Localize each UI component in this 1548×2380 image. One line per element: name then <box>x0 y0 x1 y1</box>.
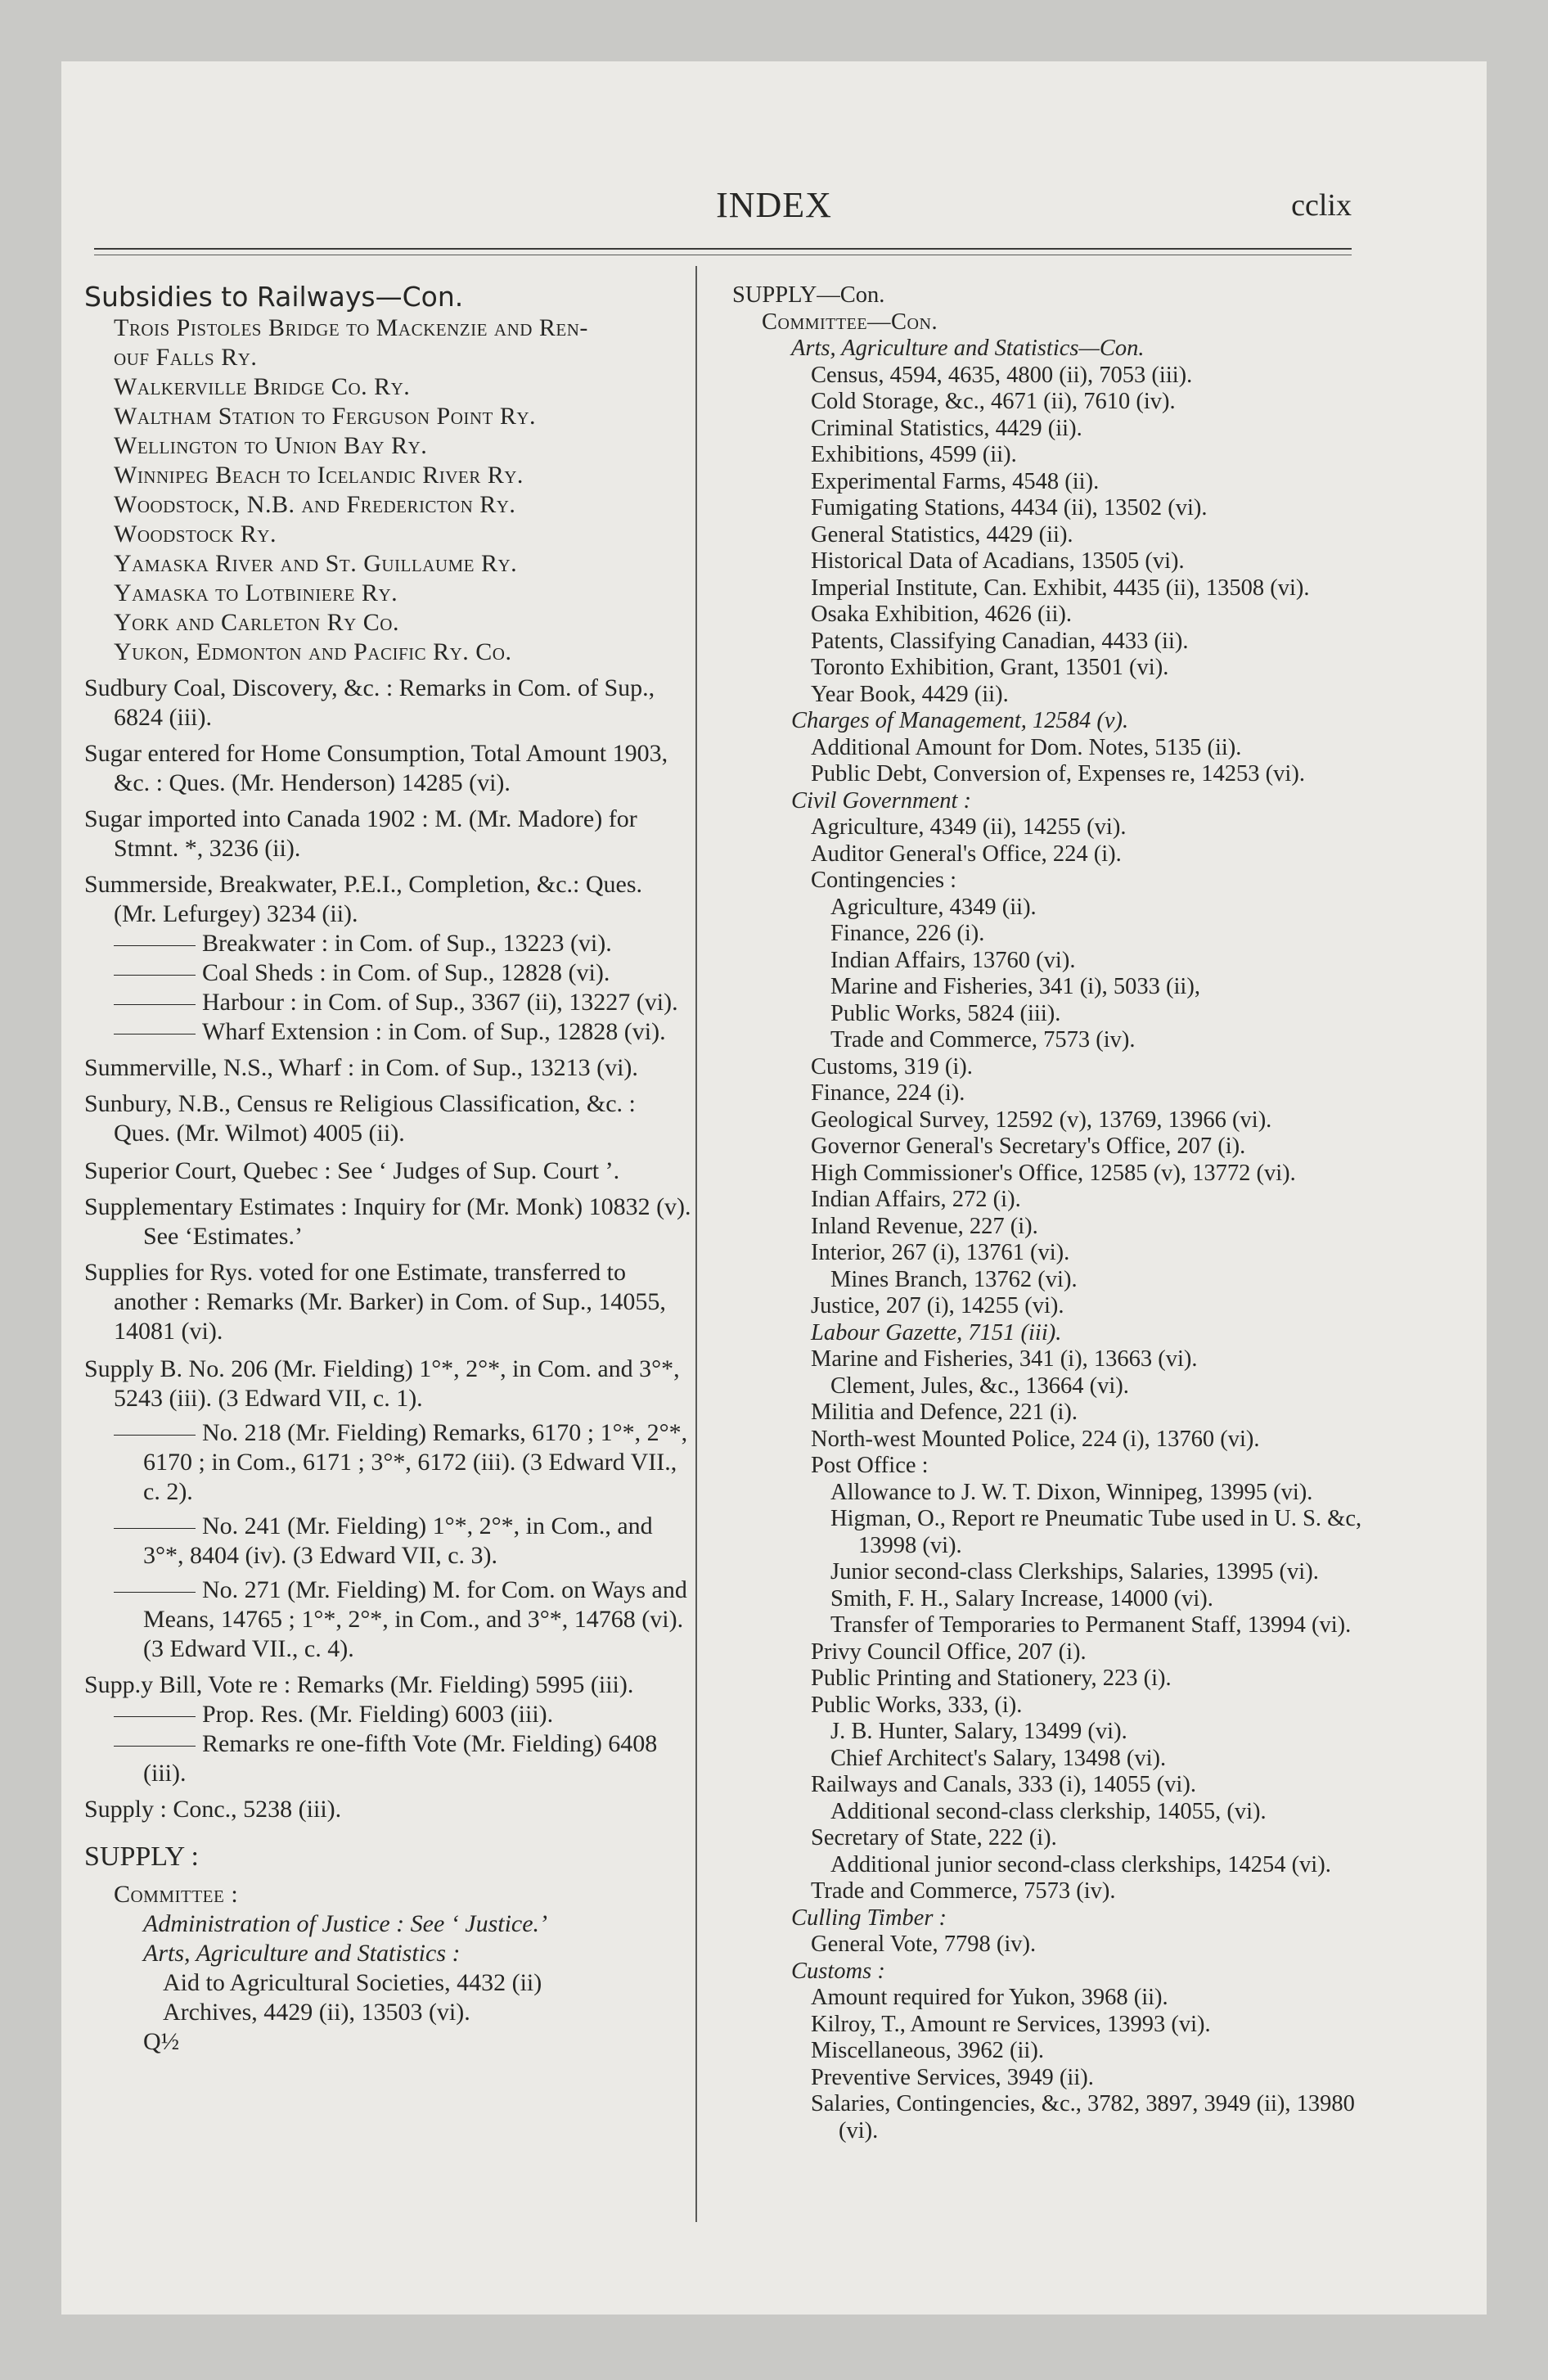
entry-text: Coal Sheds : in Com. of Sup., 12828 (vi). <box>202 959 610 986</box>
entry-text: Sugar entered for Home Consumption, Total Amount 1903, &c. : Ques. (Mr. Henderson) 14285 (vi). <box>84 740 668 796</box>
entry-text: Summerside, Breakwater, P.E.I., Completion, &c.: Ques. (Mr. Lefurgey) 3234 (ii). <box>84 871 643 927</box>
index-entry <box>732 629 1379 656</box>
entry-text: Committee : <box>114 1881 239 1908</box>
index-entry <box>732 895 1379 922</box>
index-entry <box>732 1161 1379 1188</box>
index-entry <box>84 579 691 608</box>
index-entry <box>732 363 1379 390</box>
index-entry <box>732 1480 1379 1507</box>
entry-text: Additional Amount for Dom. Notes, 5135 (ii). <box>811 734 1242 760</box>
index-entry <box>732 1240 1379 1267</box>
entry-text: Junior second-class Clerkships, Salaries, 13995 (vi). <box>830 1559 1319 1584</box>
index-entry <box>84 520 691 549</box>
entry-text: Allowance to J. W. T. Dixon, Winnipeg, 13995 (vi). <box>830 1479 1313 1505</box>
index-entry <box>732 1373 1379 1400</box>
entry-text: Census, 4594, 4635, 4800 (ii), 7053 (iii). <box>811 362 1193 388</box>
index-entry <box>732 1027 1379 1054</box>
index-entry <box>732 1905 1379 1932</box>
index-entry <box>732 1400 1379 1427</box>
entry-text: Civil Government : <box>791 787 972 814</box>
entry-text: Wharf Extension : in Com. of Sup., 12828 (vi). <box>202 1018 666 1045</box>
entry-text: North-west Mounted Police, 224 (i), 13760 (vi). <box>811 1426 1260 1452</box>
index-entry <box>84 1998 691 2027</box>
entry-text: Post Office : <box>811 1453 929 1478</box>
ditto-dash <box>114 1746 196 1747</box>
index-entry <box>732 602 1379 629</box>
entry-text: Breakwater : in Com. of Sup., 13223 (vi). <box>202 930 612 957</box>
index-entry <box>84 608 691 638</box>
index-entry <box>732 1612 1379 1639</box>
entry-text: See ‘Estimates.’ <box>143 1223 303 1250</box>
ditto-dash <box>114 1004 196 1005</box>
entry-text: Arts, Agriculture and Statistics—Con. <box>791 336 1145 361</box>
ditto-dash <box>114 1716 196 1717</box>
header-rule <box>94 248 1352 250</box>
index-entry <box>732 1666 1379 1693</box>
entry-text: Culling Timber : <box>791 1904 947 1931</box>
entry-text: Patents, Classifying Canadian, 4433 (ii). <box>811 628 1189 654</box>
index-entry <box>84 1968 691 1998</box>
index-entry <box>84 313 691 343</box>
index-entry <box>732 2038 1379 2065</box>
entry-text: Supply : Conc., 5238 (iii). <box>84 1796 342 1823</box>
index-entry <box>732 469 1379 496</box>
index-entry <box>84 372 691 402</box>
entry-text: Yamaska River and St. Guillaume Ry. <box>114 550 518 577</box>
index-entry <box>732 1985 1379 2012</box>
entry-text: Chief Architect's Salary, 13498 (vi). <box>830 1745 1167 1771</box>
entry-text: Superior Court, Quebec : See ‘ Judges of Sup. Court ’. <box>84 1157 620 1184</box>
index-entry <box>84 1258 691 1346</box>
entry-text: Walkerville Bridge Co. Ry. <box>114 373 411 400</box>
entry-text: Toronto Exhibition, Grant, 13501 (vi). <box>811 655 1169 680</box>
index-entry <box>84 988 691 1017</box>
index-entry <box>84 343 691 372</box>
entry-text: Salaries, Contingencies, &c., 3782, 3897, 3949 (ii), 13980 (vi). <box>811 2091 1355 2143</box>
entry-text: Supplies for Rys. voted for one Estimate, transferred to another : Remarks (Mr. Barker) in Com. of Sup., 14055, 14081 (vi). <box>84 1259 666 1345</box>
index-entry <box>732 1214 1379 1241</box>
index-entry <box>732 814 1379 841</box>
entry-text: Archives, 4429 (ii), 13503 (vi). <box>163 1999 470 2026</box>
entry-text: Summerville, N.S., Wharf : in Com. of Sup., 13213 (vi). <box>84 1054 638 1081</box>
entry-text: Amount required for Yukon, 3968 (ii). <box>811 1985 1168 2010</box>
index-entry <box>84 958 691 988</box>
index-entry <box>84 1017 691 1047</box>
entry-text: Remarks re one-fifth Vote (Mr. Fielding) 6408 (iii). <box>143 1730 658 1787</box>
entry-text: Woodstock, N.B. and Fredericton Ry. <box>114 491 516 518</box>
index-entry <box>84 1053 691 1083</box>
entry-text: J. B. Hunter, Salary, 13499 (vi). <box>830 1719 1127 1744</box>
index-entry <box>732 1320 1379 1347</box>
index-entry <box>732 948 1379 975</box>
index-entry <box>84 805 691 863</box>
ditto-dash <box>114 1435 196 1436</box>
entry-text: Administration of Justice : See ‘ Justice.’ <box>143 1910 548 1937</box>
entry-text: Kilroy, T., Amount re Services, 13993 (vi). <box>811 2011 1211 2037</box>
index-entry <box>732 1506 1379 1559</box>
ditto-dash <box>114 945 196 946</box>
index-entry <box>84 1355 691 1413</box>
index-entry <box>732 548 1379 575</box>
index-entry <box>84 1089 691 1148</box>
index-entry <box>84 1700 691 1729</box>
index-entry <box>84 1670 691 1700</box>
index-entry <box>732 575 1379 602</box>
index-entry <box>84 461 691 490</box>
index-entry <box>84 1222 691 1251</box>
entry-text: Arts, Agriculture and Statistics : <box>143 1940 461 1967</box>
index-entry <box>732 1001 1379 1028</box>
index-entry <box>732 1080 1379 1107</box>
entry-text: Aid to Agricultural Societies, 4432 (ii) <box>163 1969 542 1996</box>
index-entry <box>732 761 1379 788</box>
entry-text: Militia and Defence, 221 (i). <box>811 1400 1078 1425</box>
entry-text: Agriculture, 4349 (ii), 14255 (vi). <box>811 814 1127 840</box>
entry-text: Woodstock Ry. <box>114 521 277 548</box>
entry-text: Public Printing and Stationery, 223 (i). <box>811 1666 1172 1691</box>
entry-text: Year Book, 4429 (ii). <box>811 681 1009 707</box>
left-column <box>84 282 691 2057</box>
entry-text: Winnipeg Beach to Icelandic River Ry. <box>114 462 524 489</box>
index-entry <box>84 431 691 461</box>
index-entry <box>732 1852 1379 1879</box>
entry-text: Imperial Institute, Can. Exhibit, 4435 (ii), 13508 (vi). <box>811 575 1310 601</box>
entry-text: SUPPLY—Con. <box>732 282 885 308</box>
index-entry <box>732 1134 1379 1161</box>
index-entry <box>84 549 691 579</box>
entry-text: Osaka Exhibition, 4626 (ii). <box>811 602 1072 627</box>
column-divider <box>695 266 697 2222</box>
entry-text: Secretary of State, 222 (i). <box>811 1825 1057 1850</box>
index-page <box>61 61 1487 2315</box>
index-entry <box>732 2065 1379 2092</box>
entry-text: Customs, 319 (i). <box>811 1053 973 1080</box>
index-entry <box>732 1746 1379 1773</box>
index-entry <box>732 1586 1379 1613</box>
index-entry <box>732 336 1379 363</box>
right-column <box>732 282 1379 2144</box>
index-entry <box>732 495 1379 522</box>
entry-text: ouf Falls Ry. <box>114 344 258 371</box>
index-entry <box>84 1729 691 1788</box>
entry-text: Marine and Fisheries, 341 (i), 5033 (ii), <box>830 974 1200 999</box>
entry-text: Fumigating Stations, 4434 (ii), 13502 (vi). <box>811 495 1208 521</box>
index-entry <box>84 1575 691 1664</box>
entry-text: Justice, 207 (i), 14255 (vi). <box>811 1293 1064 1318</box>
index-entry <box>732 389 1379 416</box>
ditto-dash <box>114 1592 196 1593</box>
index-entry <box>732 416 1379 443</box>
ditto-dash <box>114 1528 196 1529</box>
entry-text: Public Debt, Conversion of, Expenses re, 14253 (vi). <box>811 761 1305 787</box>
index-entry <box>732 1453 1379 1480</box>
entry-text: No. 241 (Mr. Fielding) 1°*, 2°*, in Com., and 3°*, 8404 (iv). (3 Edward VII, c. 3). <box>143 1512 653 1569</box>
index-entry <box>732 1267 1379 1294</box>
entry-text: Harbour : in Com. of Sup., 3367 (ii), 13227 (vi). <box>202 989 678 1016</box>
index-entry <box>732 1719 1379 1746</box>
entry-text: Trade and Commerce, 7573 (iv). <box>811 1878 1116 1904</box>
index-entry <box>732 974 1379 1001</box>
index-entry <box>732 1825 1379 1852</box>
index-entry <box>732 1346 1379 1373</box>
index-entry <box>84 739 691 798</box>
entry-text: Auditor General's Office, 224 (i). <box>811 841 1122 867</box>
index-entry <box>84 490 691 520</box>
entry-text: Public Works, 5824 (iii). <box>830 1000 1061 1026</box>
entry-text: Smith, F. H., Salary Increase, 14000 (vi). <box>830 1585 1213 1611</box>
index-entry <box>732 682 1379 709</box>
page-title: INDEX <box>716 185 832 225</box>
index-entry <box>84 638 691 667</box>
index-entry <box>732 282 1379 309</box>
index-entry <box>732 841 1379 868</box>
index-entry <box>732 921 1379 948</box>
entry-text: Finance, 224 (i). <box>811 1080 965 1106</box>
index-entry <box>732 788 1379 815</box>
entry-text: Miscellaneous, 3962 (ii). <box>811 2038 1044 2063</box>
index-entry <box>84 1512 691 1571</box>
index-entry <box>84 674 691 732</box>
index-entry <box>732 1187 1379 1214</box>
index-entry <box>84 282 691 313</box>
entry-text: York and Carleton Ry Co. <box>114 609 399 636</box>
entry-text: Interior, 267 (i), 13761 (vi). <box>811 1240 1070 1265</box>
index-entry <box>84 1842 691 1872</box>
index-entry <box>732 1107 1379 1134</box>
entry-text: Finance, 226 (i). <box>830 921 985 946</box>
entry-text: Yukon, Edmonton and Pacific Ry. Co. <box>114 638 512 665</box>
index-entry <box>732 1293 1379 1320</box>
entry-text: Exhibitions, 4599 (ii). <box>811 442 1017 467</box>
entry-text: Prop. Res. (Mr. Fielding) 6003 (iii). <box>202 1701 554 1728</box>
entry-text: Sugar imported into Canada 1902 : M. (Mr. Madore) for Stmnt. *, 3236 (ii). <box>84 805 637 862</box>
entry-text: Railways and Canals, 333 (i), 14055 (vi). <box>811 1772 1196 1797</box>
index-entry <box>84 929 691 958</box>
entry-text: Subsidies to Railways—Con. <box>84 281 464 313</box>
index-entry <box>732 735 1379 762</box>
index-entry <box>732 1639 1379 1666</box>
page-number: cclix <box>1291 188 1352 223</box>
entry-text: Privy Council Office, 207 (i). <box>811 1639 1087 1665</box>
entry-text: Customs : <box>791 1958 885 1984</box>
entry-text: No. 271 (Mr. Fielding) M. for Com. on Ways and Means, 14765 ; 1°*, 2°*, in Com., and 3°*, 14768 (vi). (3 Edward VII., c. 4). <box>143 1576 687 1662</box>
entry-text: Supplementary Estimates : Inquiry for (Mr. Monk) 10832 (v). <box>84 1193 691 1220</box>
entry-text: Sudbury Coal, Discovery, &c. : Remarks in Com. of Sup., 6824 (iii). <box>84 674 655 731</box>
index-entry <box>84 1418 691 1507</box>
entry-text: Q½ <box>143 2028 180 2055</box>
index-entry <box>84 2027 691 2057</box>
entry-text: Transfer of Temporaries to Permanent Staff, 13994 (vi). <box>830 1612 1352 1638</box>
entry-text: Sunbury, N.B., Census re Religious Classification, &c. : Ques. (Mr. Wilmot) 4005 (ii). <box>84 1090 636 1147</box>
index-entry <box>732 1772 1379 1799</box>
index-entry <box>732 868 1379 895</box>
entry-text: General Vote, 7798 (iv). <box>811 1931 1037 1957</box>
entry-text: Geological Survey, 12592 (v), 13769, 13966 (vi). <box>811 1107 1272 1133</box>
index-entry <box>732 708 1379 735</box>
entry-text: Supply B. No. 206 (Mr. Fielding) 1°*, 2°*, in Com. and 3°*, 5243 (iii). (3 Edward VII, c. 1). <box>84 1355 680 1412</box>
entry-text: Clement, Jules, &c., 13664 (vi). <box>830 1373 1129 1399</box>
entry-text: Supp.y Bill, Vote re : Remarks (Mr. Fielding) 5995 (iii). <box>84 1671 634 1698</box>
entry-text: Mines Branch, 13762 (vi). <box>830 1266 1078 1292</box>
index-entry <box>732 1559 1379 1586</box>
entry-text: Inland Revenue, 227 (i). <box>811 1213 1038 1239</box>
index-entry <box>84 1939 691 1968</box>
index-entry <box>732 1054 1379 1081</box>
entry-text: Charges of Management, 12584 (v). <box>791 708 1129 733</box>
index-entry <box>84 1909 691 1939</box>
index-entry <box>84 1156 691 1186</box>
entry-text: No. 218 (Mr. Fielding) Remarks, 6170 ; 1°*, 2°*, 6170 ; in Com., 6171 ; 3°*, 6172 (iii). (3 Edward VII., c. 2). <box>143 1419 688 1505</box>
index-entry <box>732 522 1379 549</box>
index-entry <box>732 655 1379 682</box>
index-entry <box>732 1799 1379 1826</box>
entry-text: Trois Pistoles Bridge to Mackenzie and Ren- <box>114 314 588 341</box>
entry-text: Higman, O., Report re Pneumatic Tube used in U. S. &c, 13998 (vi). <box>830 1506 1362 1558</box>
page-header <box>61 184 1487 241</box>
index-entry <box>84 1192 691 1222</box>
entry-text: SUPPLY : <box>84 1841 199 1872</box>
entry-text: Wellington to Union Bay Ry. <box>114 432 428 459</box>
index-entry <box>84 402 691 431</box>
entry-text: Marine and Fisheries, 341 (i), 13663 (vi). <box>811 1346 1198 1372</box>
entry-text: High Commissioner's Office, 12585 (v), 13772 (vi). <box>811 1160 1296 1186</box>
entry-text: General Statistics, 4429 (ii). <box>811 521 1073 548</box>
entry-text: Preventive Services, 3949 (ii). <box>811 2064 1094 2090</box>
entry-text: Additional second-class clerkship, 14055, (vi). <box>830 1798 1267 1824</box>
index-entry <box>732 2091 1379 2144</box>
entry-text: Indian Affairs, 13760 (vi). <box>830 947 1076 973</box>
entry-text: Additional junior second-class clerkships, 14254 (vi). <box>830 1851 1331 1877</box>
index-entry <box>732 1931 1379 1959</box>
entry-text: Public Works, 333, (i). <box>811 1692 1023 1718</box>
entry-text: Contingencies : <box>811 868 957 893</box>
entry-text: Experimental Farms, 4548 (ii). <box>811 468 1100 494</box>
entry-text: Historical Data of Acadians, 13505 (vi). <box>811 548 1185 574</box>
index-entry <box>84 1880 691 1909</box>
index-entry <box>732 1693 1379 1720</box>
entry-text: Governor General's Secretary's Office, 207 (i). <box>811 1134 1246 1159</box>
ditto-dash <box>114 975 196 976</box>
entry-text: Indian Affairs, 272 (i). <box>811 1187 1021 1212</box>
index-entry <box>84 1795 691 1824</box>
entry-text: Cold Storage, &c., 4671 (ii), 7610 (iv). <box>811 389 1176 414</box>
index-entry <box>84 870 691 929</box>
index-entry <box>732 309 1379 336</box>
entry-text: Waltham Station to Ferguson Point Ry. <box>114 403 537 430</box>
entry-text: Agriculture, 4349 (ii). <box>830 894 1037 920</box>
entry-text: Yamaska to Lotbiniere Ry. <box>114 579 398 606</box>
index-entry <box>732 1959 1379 1986</box>
entry-text: Criminal Statistics, 4429 (ii). <box>811 415 1082 441</box>
entry-text: Committee—Con. <box>762 309 938 335</box>
entry-text: Labour Gazette, 7151 (iii). <box>811 1319 1062 1346</box>
index-entry <box>732 2012 1379 2039</box>
index-entry <box>732 1878 1379 1905</box>
index-entry <box>732 1427 1379 1454</box>
entry-text: Trade and Commerce, 7573 (iv). <box>830 1027 1136 1053</box>
index-entry <box>732 442 1379 469</box>
